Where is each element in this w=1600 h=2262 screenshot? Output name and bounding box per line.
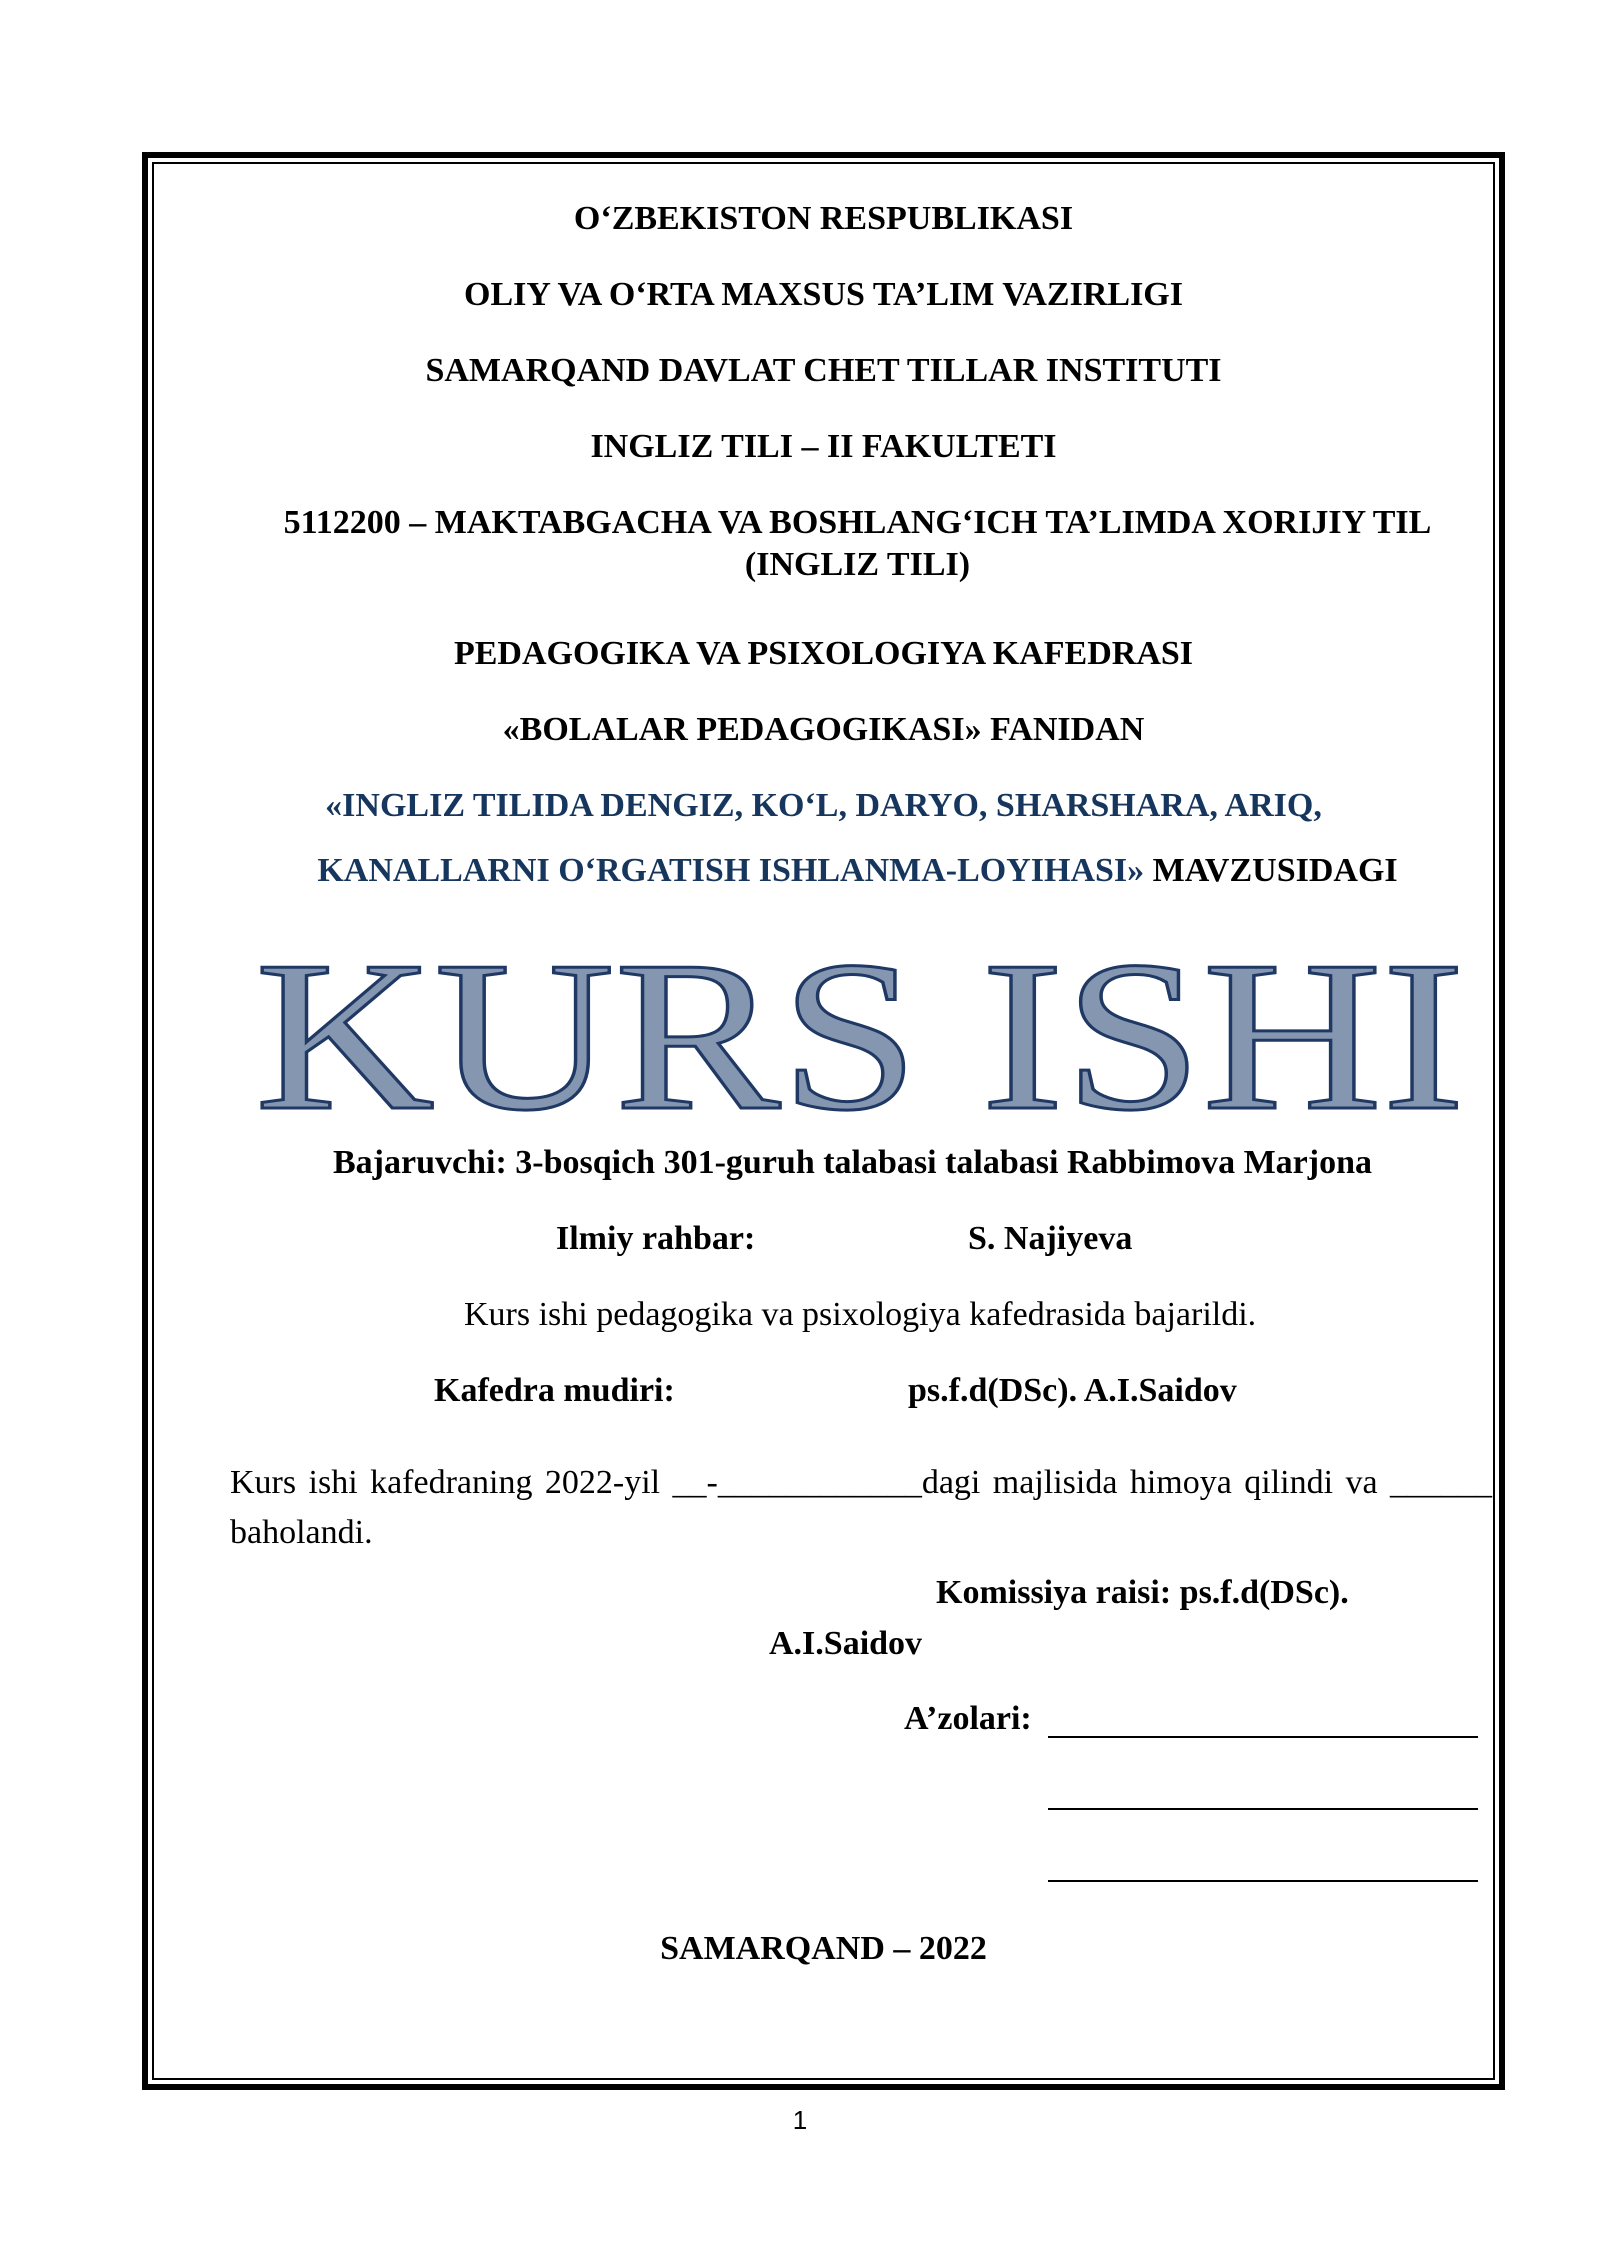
head-name: ps.f.d(DSc). A.I.Saidov [908,1372,1237,1409]
ministry-heading: OLIY VA O‘RTA MAXSUS TA’LIM VAZIRLIGI [464,276,1183,313]
faculty-heading: INGLIZ TILI – II FAKULTETI [590,428,1057,465]
kurs-ishi-title [240,930,1480,1130]
program-heading: 5112200 – MAKTABGACHA VA BOSHLANG‘ICH TA’LIMDA XORIJIY TIL (INGLIZ TILI) [283,504,1432,583]
department-heading: PEDAGOGIKA VA PSIXOLOGIYA KAFEDRASI [453,635,1194,672]
topic-line-2 [240,850,1475,892]
republic-heading: O‘ZBEKISTON RESPUBLIKASI [573,200,1074,237]
member-signature-line-3 [1048,1880,1478,1882]
kurs-ishi-text: KURS ISHI [255,930,1465,1130]
topic-line-1: «INGLIZ TILIDA DENGIZ, KO‘L, DARYO, SHARSHARA, ARIQ, [325,787,1322,824]
members-label: A’zolari: [904,1700,1032,1737]
page-number: 1 [792,2105,808,2135]
member-signature-line-1 [1048,1736,1478,1738]
topic-line-2-text: KANALLARNI O‘RGATISH ISHLANMA-LOYIHASI» [317,852,1145,889]
supervisor-name: S. Najiyeva [968,1220,1133,1257]
commission-label: Komissiya raisi: ps.f.d(DSc). [936,1574,1349,1611]
commission-name: A.I.Saidov [769,1625,923,1662]
supervisor-label: Ilmiy rahbar: [556,1220,756,1257]
member-signature-line-2 [1048,1808,1478,1810]
performer-line: Bajaruvchi: 3-bosqich 301-guruh talabasi talabasi Rabbimova Marjona [333,1144,1372,1181]
completion-note: Kurs ishi pedagogika va psixologiya kafedrasida bajarildi. [464,1296,1257,1333]
head-label: Kafedra mudiri: [434,1372,675,1409]
subject-heading: «BOLALAR PEDAGOGIKASI» FANIDAN [502,711,1145,748]
institute-heading: SAMARQAND DAVLAT CHET TILLAR INSTITUTI [425,352,1222,389]
city-year: SAMARQAND – 2022 [660,1930,987,1967]
defense-note: Kurs ishi kafedraning 2022-yil __-____________dagi majlisida himoya qilindi va ______ baholandi. [230,1464,1492,1551]
topic-suffix: MAVZUSIDAGI [1144,852,1398,889]
